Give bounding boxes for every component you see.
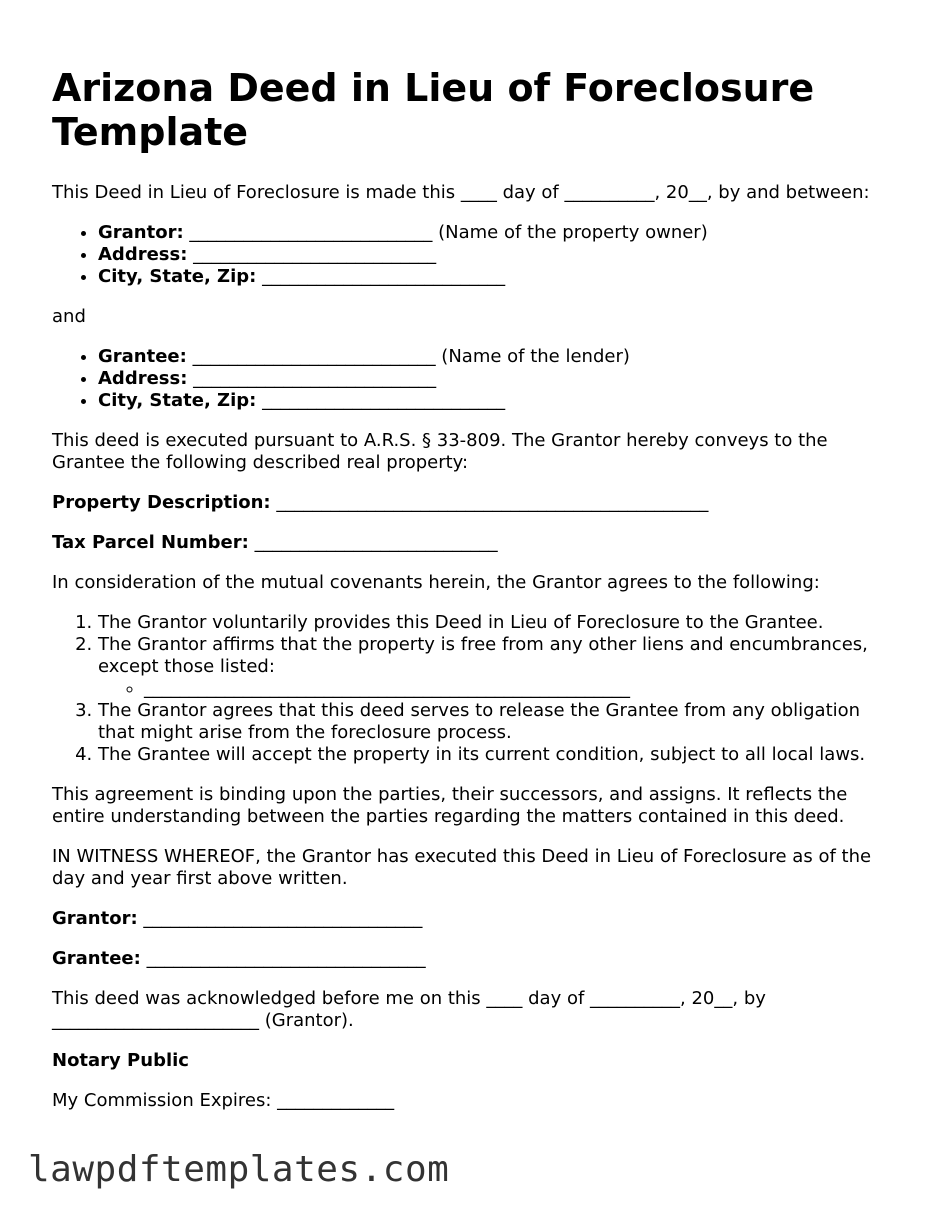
document-title: Arizona Deed in Lieu of Foreclosure Template — [52, 66, 815, 154]
consideration-paragraph: In consideration of the mutual covenants herein, the Grantor agrees to the following: — [52, 572, 820, 593]
acknowledgment-paragraph: This deed was acknowledged before me on this ____ day of __________, 20__, by _______________________ (Grantor). — [52, 988, 766, 1031]
grantor-signature-label: Grantor: — [52, 908, 138, 929]
grantee-address-label: Address: — [98, 368, 188, 389]
list-item: 1. The Grantor voluntarily provides this Deed in Lieu of Foreclosure to the Grantee. — [98, 612, 902, 634]
list-item — [98, 244, 902, 266]
grantor-city-field: ___________________________ — [262, 266, 506, 287]
list-item — [98, 368, 902, 390]
grantee-list — [52, 346, 902, 412]
intro-paragraph: This Deed in Lieu of Foreclosure is made this ____ day of __________, 20__, by and between: — [52, 182, 870, 203]
grantor-field: ___________________________ (Name of the property owner) — [189, 222, 708, 243]
list-item: 3. The Grantor agrees that this deed serves to release the Grantee from any obligation that might arise from the foreclosure process. — [98, 700, 902, 744]
footer-brand: lawpdftemplates.com — [28, 1149, 450, 1190]
grantor-address-field: ___________________________ — [193, 244, 437, 265]
list-item: ◦ ______________________________________________________ — [144, 678, 902, 700]
grantee-signature-field: _______________________________ — [146, 948, 426, 969]
list-item — [98, 634, 902, 700]
tax-parcel-label: Tax Parcel Number: — [52, 532, 249, 553]
binding-paragraph: This agreement is binding upon the parties, their successors, and assigns. It reflects the entire understanding between the parties regarding the matters contained in this deed. — [52, 784, 848, 827]
grantee-field: ___________________________ (Name of the lender) — [192, 346, 630, 367]
grantee-city-field: ___________________________ — [262, 390, 506, 411]
grantee-label: Grantee: — [98, 346, 187, 367]
list-item — [98, 222, 902, 244]
property-description-label: Property Description: — [52, 492, 271, 513]
list-item — [98, 390, 902, 412]
property-description — [52, 492, 902, 514]
grantee-signature-label: Grantee: — [52, 948, 141, 969]
and-text: and — [52, 306, 86, 327]
grantee-city-label: City, State, Zip: — [98, 390, 257, 411]
grantor-address-label: Address: — [98, 244, 188, 265]
list-item — [98, 346, 902, 368]
grantor-list — [52, 222, 902, 288]
property-description-field: ________________________________________________ — [276, 492, 709, 513]
list-item: 4. The Grantee will accept the property in its current condition, subject to all local laws. — [98, 744, 902, 766]
notary-heading — [52, 1050, 902, 1072]
grantor-label: Grantor: — [98, 222, 184, 243]
grantor-signature-field: _______________________________ — [143, 908, 423, 929]
terms-list — [52, 612, 902, 766]
witness-paragraph: IN WITNESS WHEREOF, the Grantor has executed this Deed in Lieu of Foreclosure as of the day and year first above written. — [52, 846, 872, 889]
grantor-city-label: City, State, Zip: — [98, 266, 257, 287]
tax-parcel-field: ___________________________ — [254, 532, 498, 553]
notary-label: Notary Public — [52, 1050, 189, 1071]
grantee-address-field: ___________________________ — [193, 368, 437, 389]
commission-line: My Commission Expires: _____________ — [52, 1090, 395, 1111]
exceptions-list — [98, 678, 902, 700]
conveyance-paragraph: This deed is executed pursuant to A.R.S. § 33-809. The Grantor hereby conveys to the Grantee the following described real property: — [52, 430, 828, 473]
grantor-signature — [52, 908, 902, 930]
term-2-text: The Grantor affirms that the property is free from any other liens and encumbrances, except those listed: — [98, 634, 868, 677]
grantee-signature — [52, 948, 902, 970]
document-page — [52, 66, 902, 1130]
tax-parcel — [52, 532, 902, 554]
list-item — [98, 266, 902, 288]
